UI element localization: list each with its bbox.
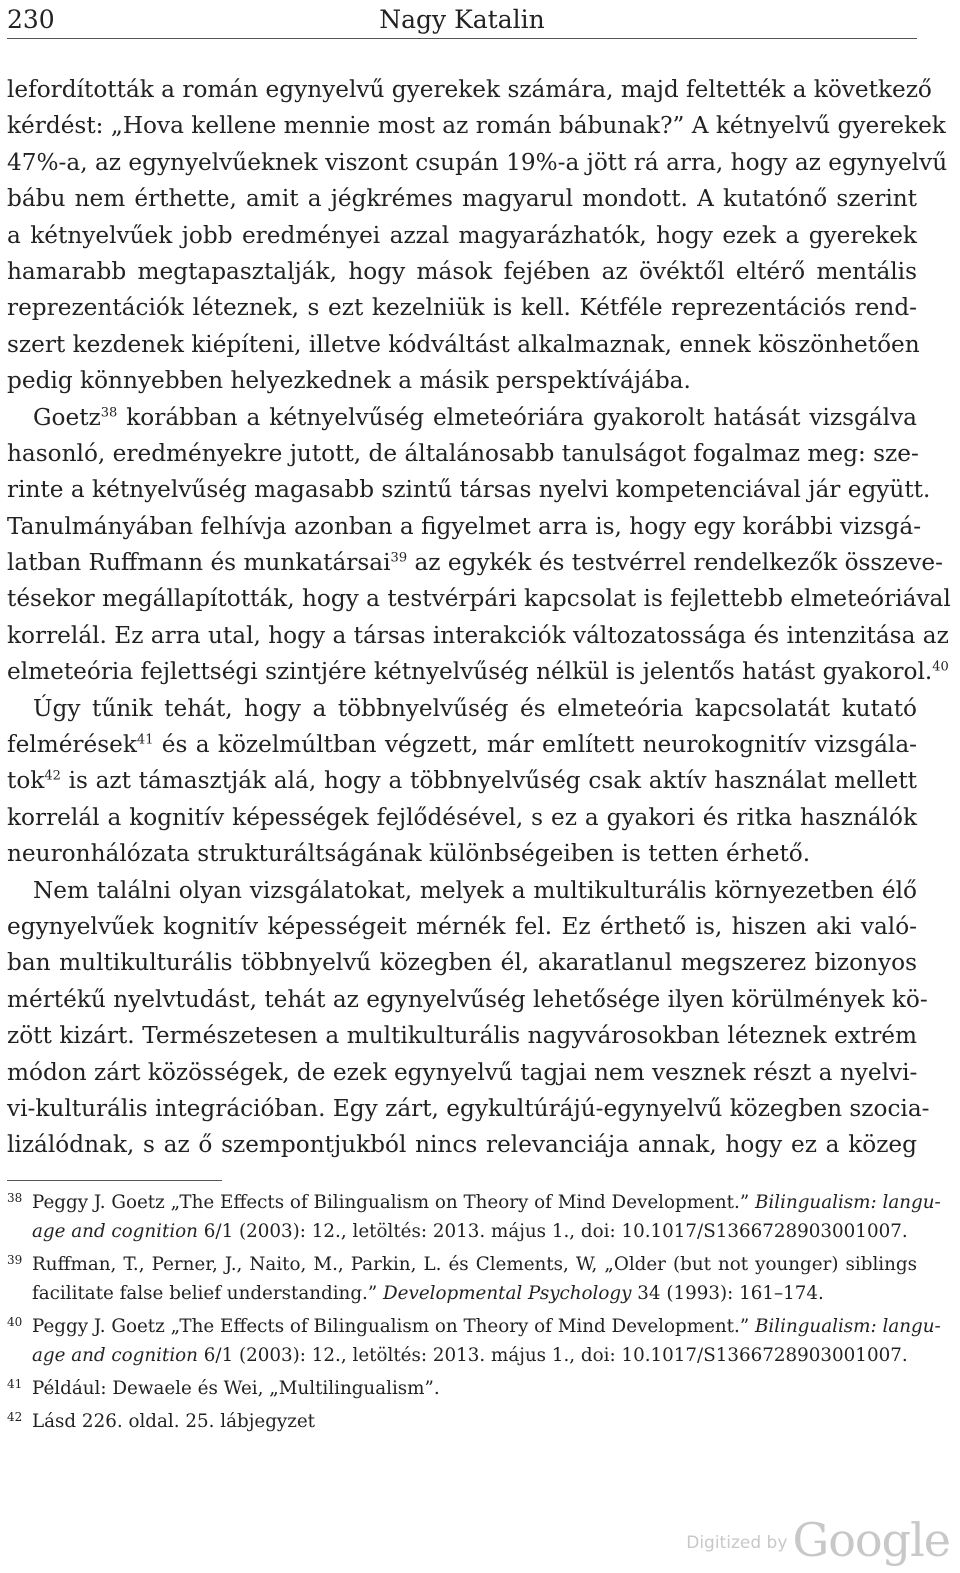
- body-line: Úgy tűnik tehát, hogy a többnyelvűség és elmeteória kapcsolatát kutató: [33, 694, 917, 722]
- footnote-42: [7, 1407, 917, 1436]
- body-line: tok$^{42}$ is azt támasztják alá, hogy a többnyelvűség csak aktív használat mellett: [7, 767, 917, 795]
- body-line: neuronhálózata strukturáltságának különbségeiben is tetten érhető.: [7, 840, 811, 868]
- body-line: ban multikulturális többnyelvű közegben él, akaratlanul megszerez bizonyos: [7, 949, 917, 977]
- footnote-line: age and cognition 6/1 (2003): 12., letöltés: 2013. május 1., doi: 10.1017/S1366728903001007.: [32, 1221, 908, 1242]
- footnote-line: Peggy J. Goetz „The Effects of Bilingualism on Theory of Mind Development.” Bilingualism: langu-: [32, 1192, 941, 1213]
- body-line: Tanulmányában felhívja azonban a figyelmet arra is, hogy egy korábbi vizsgá-: [7, 512, 922, 540]
- body-text: [7, 72, 951, 1164]
- footnote-39: [7, 1250, 917, 1308]
- footnote-ref[interactable]: 39: [390, 550, 408, 566]
- body-line: rinte a kétnyelvűség magasabb szintű társas nyelvi kompetenciával jár együtt.: [7, 476, 931, 504]
- body-line: vi-kulturális integrációban. Egy zárt, egykultúrájú-egynyelvű közegben szocia-: [7, 1094, 930, 1122]
- footnote-line: age and cognition 6/1 (2003): 12., letöltés: 2013. május 1., doi: 10.1017/S1366728903001007.: [32, 1345, 908, 1366]
- footnote-number: 40: [7, 1315, 23, 1329]
- page-number: 230: [7, 5, 55, 34]
- body-line: bábu nem érthette, amit a jégkrémes magyarul mondott. A kutatónő szerint: [7, 185, 917, 213]
- body-line: lefordították a román egynyelvű gyerekek számára, majd feltették a következő: [7, 76, 932, 103]
- body-line: pedig könnyebben helyezkednek a másik perspektívájába.: [7, 367, 691, 395]
- body-line: zött kizárt. Természetesen a multikulturális nagyvárosokban léteznek extrém: [7, 1022, 917, 1050]
- body-line: tésekor megállapították, hogy a testvérpári kapcsolat is fejlettebb elmeteóriával: [7, 585, 951, 613]
- body-line: Nem találni olyan vizsgálatokat, melyek a multikulturális környezetben élő: [33, 876, 917, 904]
- footnote-number: 41: [7, 1377, 23, 1391]
- footnote-ref[interactable]: 40: [932, 659, 949, 675]
- body-line: reprezentációk léteznek, s ezt kezelniük is kell. Kétféle reprezentációs rend-: [7, 294, 917, 322]
- footnote-line: Például: Dewaele és Wei, „Multilingualism”.: [32, 1378, 440, 1399]
- body-line: hasonló, eredményekre jutott, de általánosabb tanulságot fogalmaz meg: sze-: [7, 439, 919, 467]
- footnote-line: Peggy J. Goetz „The Effects of Bilingualism on Theory of Mind Development.” Bilingualism: langu-: [32, 1316, 941, 1337]
- body-line: mértékű nyelvtudást, tehát az egynyelvűség lehetősége ilyen körülmények kö-: [7, 985, 928, 1013]
- body-line: Goetz$^{38}$ korábban a kétnyelvűség elmeteóriára gyakorolt hatását vizsgálva: [33, 403, 917, 431]
- footnotes: [7, 1188, 941, 1440]
- footnote-40: [7, 1312, 941, 1370]
- footnote-number: 39: [7, 1253, 23, 1267]
- footnote-ref[interactable]: 41: [136, 732, 154, 748]
- body-line: lizálódnak, s az ő szempontjukból nincs relevanciája annak, hogy ez a közeg: [7, 1131, 917, 1159]
- footnote-ref[interactable]: 42: [44, 768, 61, 784]
- body-line: korrelál. Ez arra utal, hogy a társas interakciók változatossága és intenzitása az: [7, 621, 949, 649]
- body-line: kérdést: „Hova kellene mennie most az román bábunak?” A kétnyelvű gyerekek: [7, 112, 946, 140]
- digitized-watermark: [686, 1513, 950, 1567]
- footnote-line: Lásd 226. oldal. 25. lábjegyzet: [32, 1411, 316, 1432]
- footnote-41: [7, 1374, 917, 1403]
- body-line: korrelál a kognitív képességek fejlődésével, s ez a gyakori és ritka használók: [7, 803, 917, 831]
- body-line: egynyelvűek kognitív képességeit mérnék fel. Ez érthető is, hiszen aki való-: [7, 912, 917, 940]
- google-logo: Google: [792, 1513, 950, 1567]
- body-line: szert kezdenek kiépíteni, illetve kódváltást alkalmaznak, ennek köszönhetően: [7, 330, 920, 358]
- footnote-number: 42: [7, 1410, 23, 1424]
- body-line: felmérések$^{41}$ és a közelmúltban végzett, már említett neurokognitív vizsgála-: [7, 731, 917, 759]
- body-line: elmeteória fejlettségi szintjére kétnyelvűség nélkül is jelentős hatást gyakorol.$^{40}$: [7, 658, 949, 686]
- body-line: 47%-a, az egynyelvűeknek viszont csupán 19%-a jött rá arra, hogy az egynyelvű: [7, 148, 948, 176]
- footnote-line: Ruffman, T., Perner, J., Naito, M., Parkin, L. és Clements, W, „Older (but not younger) siblings: [32, 1254, 917, 1275]
- footnote-separator: [7, 1180, 222, 1181]
- body-line: módon zárt közösségek, de ezek egynyelvű tagjai nem vesznek részt a nyelvi-: [7, 1058, 918, 1086]
- footnote-line: facilitate false belief understanding.” Developmental Psychology 34 (1993): 161–174.: [32, 1283, 824, 1304]
- body-line: hamarabb megtapasztalják, hogy mások fejében az övéktől eltérő mentális: [7, 257, 917, 285]
- body-line: latban Ruffmann és munkatársai$^{39}$ az egykék és testvérrel rendelkezők összeve-: [7, 549, 943, 577]
- footnote-ref[interactable]: 38: [100, 404, 118, 420]
- footnote-number: 38: [7, 1191, 23, 1205]
- footnote-38: [7, 1188, 941, 1246]
- body-line: a kétnyelvűek jobb eredményei azzal magyarázhatók, hogy ezek a gyerekek: [7, 221, 917, 249]
- watermark-prefix: Digitized by: [686, 1533, 788, 1553]
- running-head-author: Nagy Katalin: [379, 5, 545, 34]
- page-header: [7, 2, 917, 39]
